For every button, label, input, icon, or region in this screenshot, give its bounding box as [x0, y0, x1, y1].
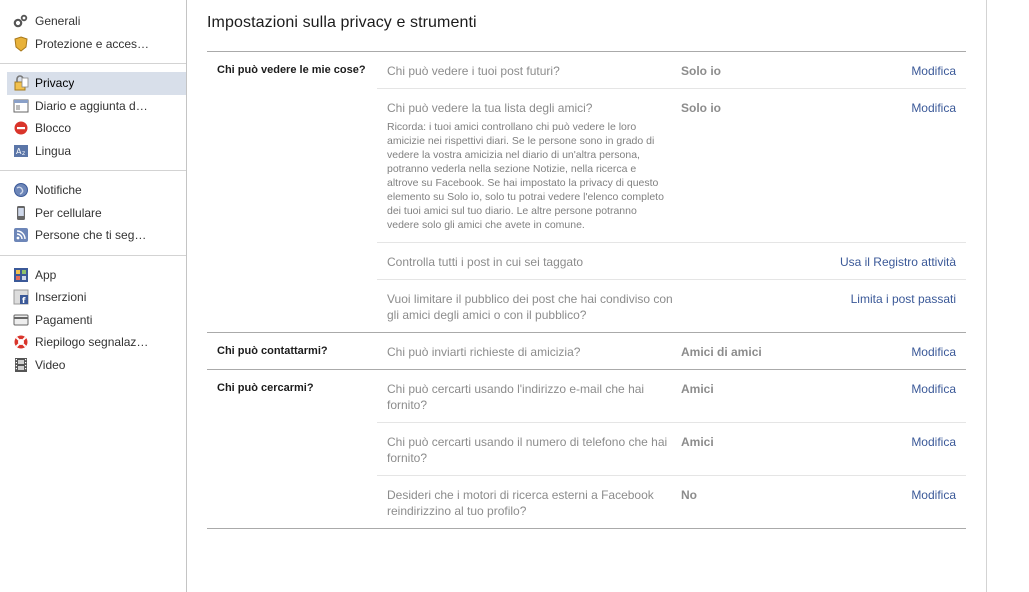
- sidebar-item-pagamenti[interactable]: [0, 309, 186, 332]
- limit-past-posts-link[interactable]: Limita i post passati: [850, 292, 956, 306]
- sidebar-group-apps: [0, 264, 186, 385]
- setting-value: Amici di amici: [681, 345, 762, 359]
- setting-row: [377, 370, 966, 422]
- setting-value: Solo io: [681, 101, 721, 115]
- sidebar-group-notifications: [0, 179, 186, 255]
- setting-row: [377, 279, 966, 332]
- edit-link[interactable]: Modifica: [911, 345, 956, 359]
- setting-question: Desideri che i motori di ricerca esterni a Facebook reindirizzino al tuo profilo?: [387, 488, 654, 518]
- section-rows: [377, 333, 966, 369]
- apps-icon: [13, 267, 29, 283]
- sidebar-item-label: Riepilogo segnalaz…: [35, 335, 149, 350]
- setting-question: Chi può vedere i tuoi post futuri?: [387, 64, 560, 78]
- edit-link[interactable]: Modifica: [911, 488, 956, 502]
- sidebar-item-label: Blocco: [35, 121, 72, 136]
- card-icon: [13, 312, 29, 328]
- sidebar-item-label: Lingua: [35, 143, 72, 158]
- svg-text:z: z: [22, 149, 26, 157]
- activity-log-link[interactable]: Usa il Registro attività: [839, 255, 956, 269]
- setting-value: Amici: [681, 435, 714, 449]
- svg-text:A: A: [16, 146, 22, 156]
- sidebar-item-label: Diario e aggiunta d…: [35, 98, 148, 113]
- sidebar-item-cellulare[interactable]: [0, 202, 186, 225]
- setting-question: Chi può inviarti richieste di amicizia?: [387, 345, 581, 359]
- setting-row: [377, 422, 966, 475]
- edit-link[interactable]: Modifica: [911, 382, 956, 396]
- sidebar-item-label: Inserzioni: [35, 290, 87, 305]
- sidebar-item-diario[interactable]: [0, 95, 186, 118]
- setting-value: Amici: [681, 382, 714, 396]
- setting-value: No: [681, 488, 697, 502]
- sidebar-item-label: Per cellulare: [35, 205, 102, 220]
- language-icon: [13, 143, 29, 159]
- setting-note: Ricorda: i tuoi amici controllano chi può vedere le loro amicizie nei rispettivi diari. Se le persone sono in grado di vedere la vostra amicizia nel diario di un'altra persona, potranno vederla nella sezione Notizie, nella ricerca e altrove su Facebook. Se hai impostato la privacy di questo elemento su Solo io, solo tu potrai vedere l'elenco completo dei tuoi amici sul tuo diario. Le altre persone potranno vedere solo gli amici che avete in comune.: [387, 121, 664, 231]
- mobile-icon: [13, 205, 29, 221]
- setting-question: Chi può cercarti usando l'indirizzo e-mail che hai fornito?: [387, 382, 645, 412]
- setting-question: Controlla tutti i post in cui sei taggato: [387, 255, 584, 269]
- section-title: Chi può vedere le mie cose?: [217, 64, 366, 76]
- lifebuoy-icon: [13, 334, 29, 350]
- section-rows: [377, 370, 966, 528]
- sidebar-item-protezione[interactable]: [0, 33, 186, 56]
- globe-icon: [13, 182, 29, 198]
- setting-row: [377, 333, 966, 369]
- timeline-icon: [13, 98, 29, 114]
- setting-row: [377, 475, 966, 528]
- sidebar-item-label: Generali: [35, 14, 81, 29]
- setting-question: Chi può cercarti usando il numero di telefono che hai fornito?: [387, 435, 668, 465]
- section-who-can-see: [207, 51, 966, 332]
- content-right-border: [986, 0, 987, 592]
- setting-row: [377, 88, 966, 242]
- section-who-can-contact: [207, 332, 966, 369]
- edit-link[interactable]: Modifica: [911, 101, 956, 115]
- setting-question: Chi può vedere la tua lista degli amici?: [387, 101, 593, 115]
- sidebar-item-inserzioni[interactable]: [0, 286, 186, 309]
- section-rows: [377, 52, 966, 332]
- gears-icon: [13, 13, 29, 29]
- section-who-can-search: [207, 369, 966, 529]
- sidebar-item-segnalazioni[interactable]: [0, 331, 186, 354]
- sidebar-divider: [0, 170, 186, 171]
- svg-text:f: f: [22, 296, 26, 306]
- ads-icon: [13, 289, 29, 305]
- setting-row: [377, 242, 966, 279]
- sidebar-item-video[interactable]: [0, 354, 186, 377]
- sidebar-item-label: Pagamenti: [35, 312, 93, 327]
- sidebar-item-label: App: [35, 267, 57, 282]
- sidebar-divider: [0, 63, 186, 64]
- shield-badge-icon: [13, 36, 29, 52]
- setting-question-block: [387, 100, 681, 232]
- edit-link[interactable]: Modifica: [911, 435, 956, 449]
- sidebar-group-privacy: [0, 72, 186, 170]
- sidebar-divider: [0, 255, 186, 256]
- page-title: Impostazioni sulla privacy e strumenti: [207, 14, 477, 31]
- sidebar-item-label: Persone che ti seg…: [35, 228, 147, 243]
- sidebar-item-generali[interactable]: [0, 10, 186, 33]
- sidebar-item-label: Video: [35, 357, 66, 372]
- sidebar-item-blocco[interactable]: [0, 117, 186, 140]
- setting-value: [687, 254, 821, 270]
- sidebar-item-notifiche[interactable]: [0, 179, 186, 202]
- setting-row: [377, 52, 966, 88]
- settings-main: [207, 0, 966, 529]
- rss-icon: [13, 227, 29, 243]
- sidebar-item-label: Notifiche: [35, 183, 82, 198]
- setting-question: Vuoi limitare il pubblico dei post che hai condiviso con gli amici degli amici o con il pubblico?: [387, 292, 673, 322]
- block-icon: [13, 120, 29, 136]
- sidebar-item-app[interactable]: [0, 264, 186, 287]
- edit-link[interactable]: Modifica: [911, 64, 956, 78]
- sidebar-group-account: [0, 10, 186, 63]
- padlock-icon: [13, 75, 29, 91]
- settings-sidebar: [0, 0, 187, 592]
- section-title: Chi può cercarmi?: [217, 382, 314, 394]
- sidebar-item-lingua[interactable]: [0, 140, 186, 163]
- film-icon: [13, 357, 29, 373]
- setting-value: Solo io: [681, 64, 721, 78]
- section-title: Chi può contattarmi?: [217, 345, 328, 357]
- setting-value: [687, 291, 821, 323]
- sidebar-item-label: Protezione e acces…: [35, 36, 150, 51]
- sidebar-item-follower[interactable]: [0, 224, 186, 247]
- sidebar-item-label: Privacy: [35, 76, 75, 91]
- sidebar-item-privacy[interactable]: [7, 72, 186, 95]
